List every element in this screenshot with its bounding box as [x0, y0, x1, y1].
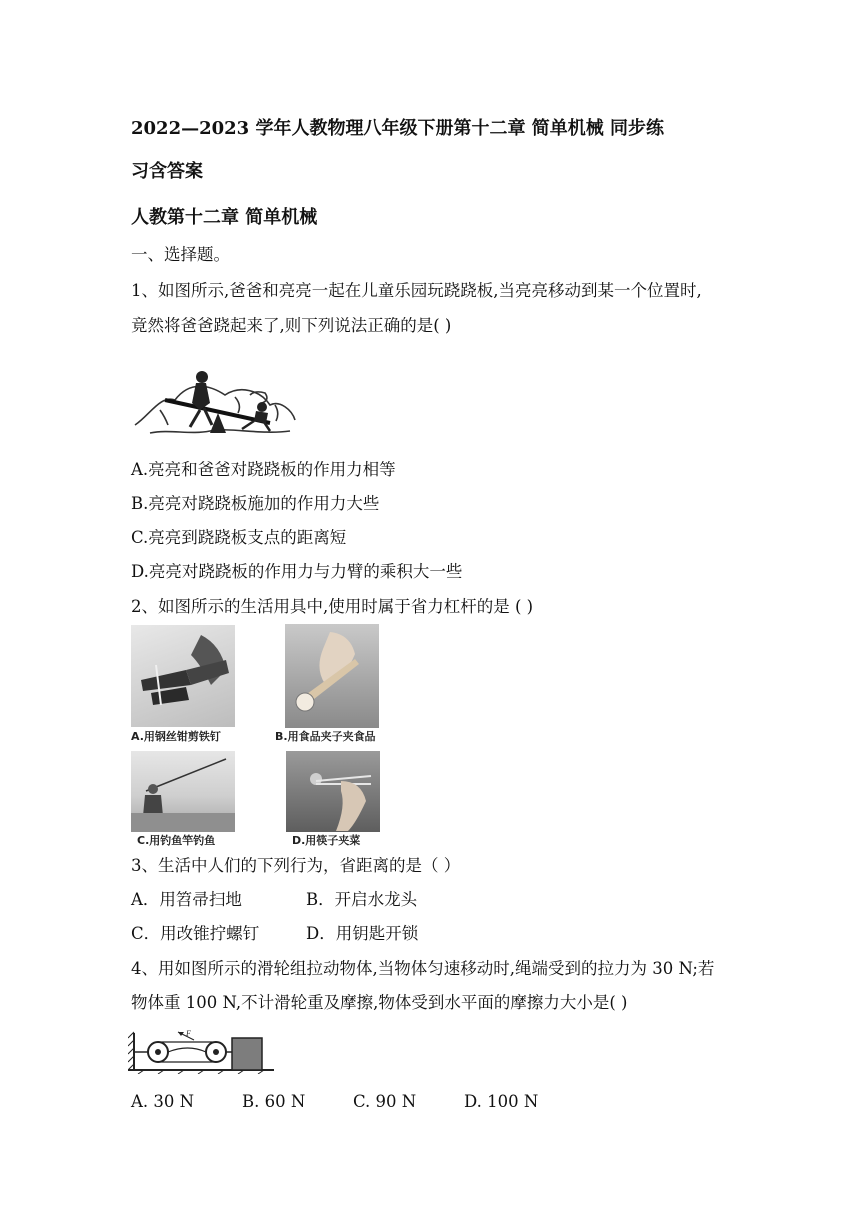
- q2-caption-b: B.用食品夹子夹食品: [275, 730, 376, 743]
- seesaw-figure: [130, 355, 300, 440]
- q1-option-d: D.亮亮对跷跷板的作用力与力臂的乘积大一些: [131, 562, 463, 581]
- document-title-line1: 2022—2023 学年人教物理八年级下册第十二章 简单机械 同步练: [131, 118, 664, 139]
- q1-option-a: A.亮亮和爸爸对跷跷板的作用力相等: [131, 460, 396, 479]
- q2-caption-d: D.用筷子夹菜: [292, 834, 361, 847]
- pulley-figure: [128, 1028, 274, 1074]
- food-tongs-photo: [285, 624, 379, 728]
- document-title-line2: 习含答案: [131, 161, 203, 182]
- q2-caption-c: C.用钓鱼竿钓鱼: [137, 834, 216, 847]
- q2-stem: 2、如图所示的生活用具中,使用时属于省力杠杆的是 ( ): [131, 597, 534, 616]
- q4-option-a: A. 30 N: [131, 1092, 195, 1111]
- q1-option-b: B.亮亮对跷跷板施加的作用力大些: [131, 494, 380, 513]
- q4-stem-line2: 物体重 100 N,不计滑轮重及摩擦,物体受到水平面的摩擦力大小是( ): [131, 993, 628, 1012]
- q3-option-b: B．开启水龙头: [306, 890, 418, 909]
- q1-stem-line1: 1、如图所示,爸爸和亮亮一起在儿童乐园玩跷跷板,当亮亮移动到某一个位置时,: [131, 281, 702, 300]
- q4-option-c: C. 90 N: [353, 1092, 417, 1111]
- force-label: F: [186, 1029, 191, 1038]
- q3-option-c: C．用改锥拧螺钉: [131, 924, 260, 943]
- chopsticks-photo: [286, 751, 380, 832]
- pliers-photo: [131, 625, 235, 727]
- q2-caption-a: A.用钢丝钳剪铁钉: [131, 730, 221, 743]
- q4-option-b: B. 60 N: [242, 1092, 306, 1111]
- q3-option-a: A．用笤帚扫地: [131, 890, 242, 909]
- q3-stem: 3、生活中人们的下列行为，省距离的是（ ）: [131, 856, 461, 875]
- section-heading: 一、选择题。: [131, 245, 230, 264]
- chapter-heading: 人教第十二章 简单机械: [131, 207, 318, 228]
- q1-stem-line2: 竟然将爸爸跷起来了,则下列说法正确的是( ): [131, 316, 452, 335]
- q4-stem-line1: 4、用如图所示的滑轮组拉动物体,当物体匀速移动时,绳端受到的拉力为 30 N;若: [131, 959, 715, 978]
- q3-option-d: D．用钥匙开锁: [306, 924, 419, 943]
- fishing-rod-photo: [131, 751, 235, 832]
- q4-option-d: D. 100 N: [464, 1092, 539, 1111]
- q1-option-c: C.亮亮到跷跷板支点的距离短: [131, 528, 347, 547]
